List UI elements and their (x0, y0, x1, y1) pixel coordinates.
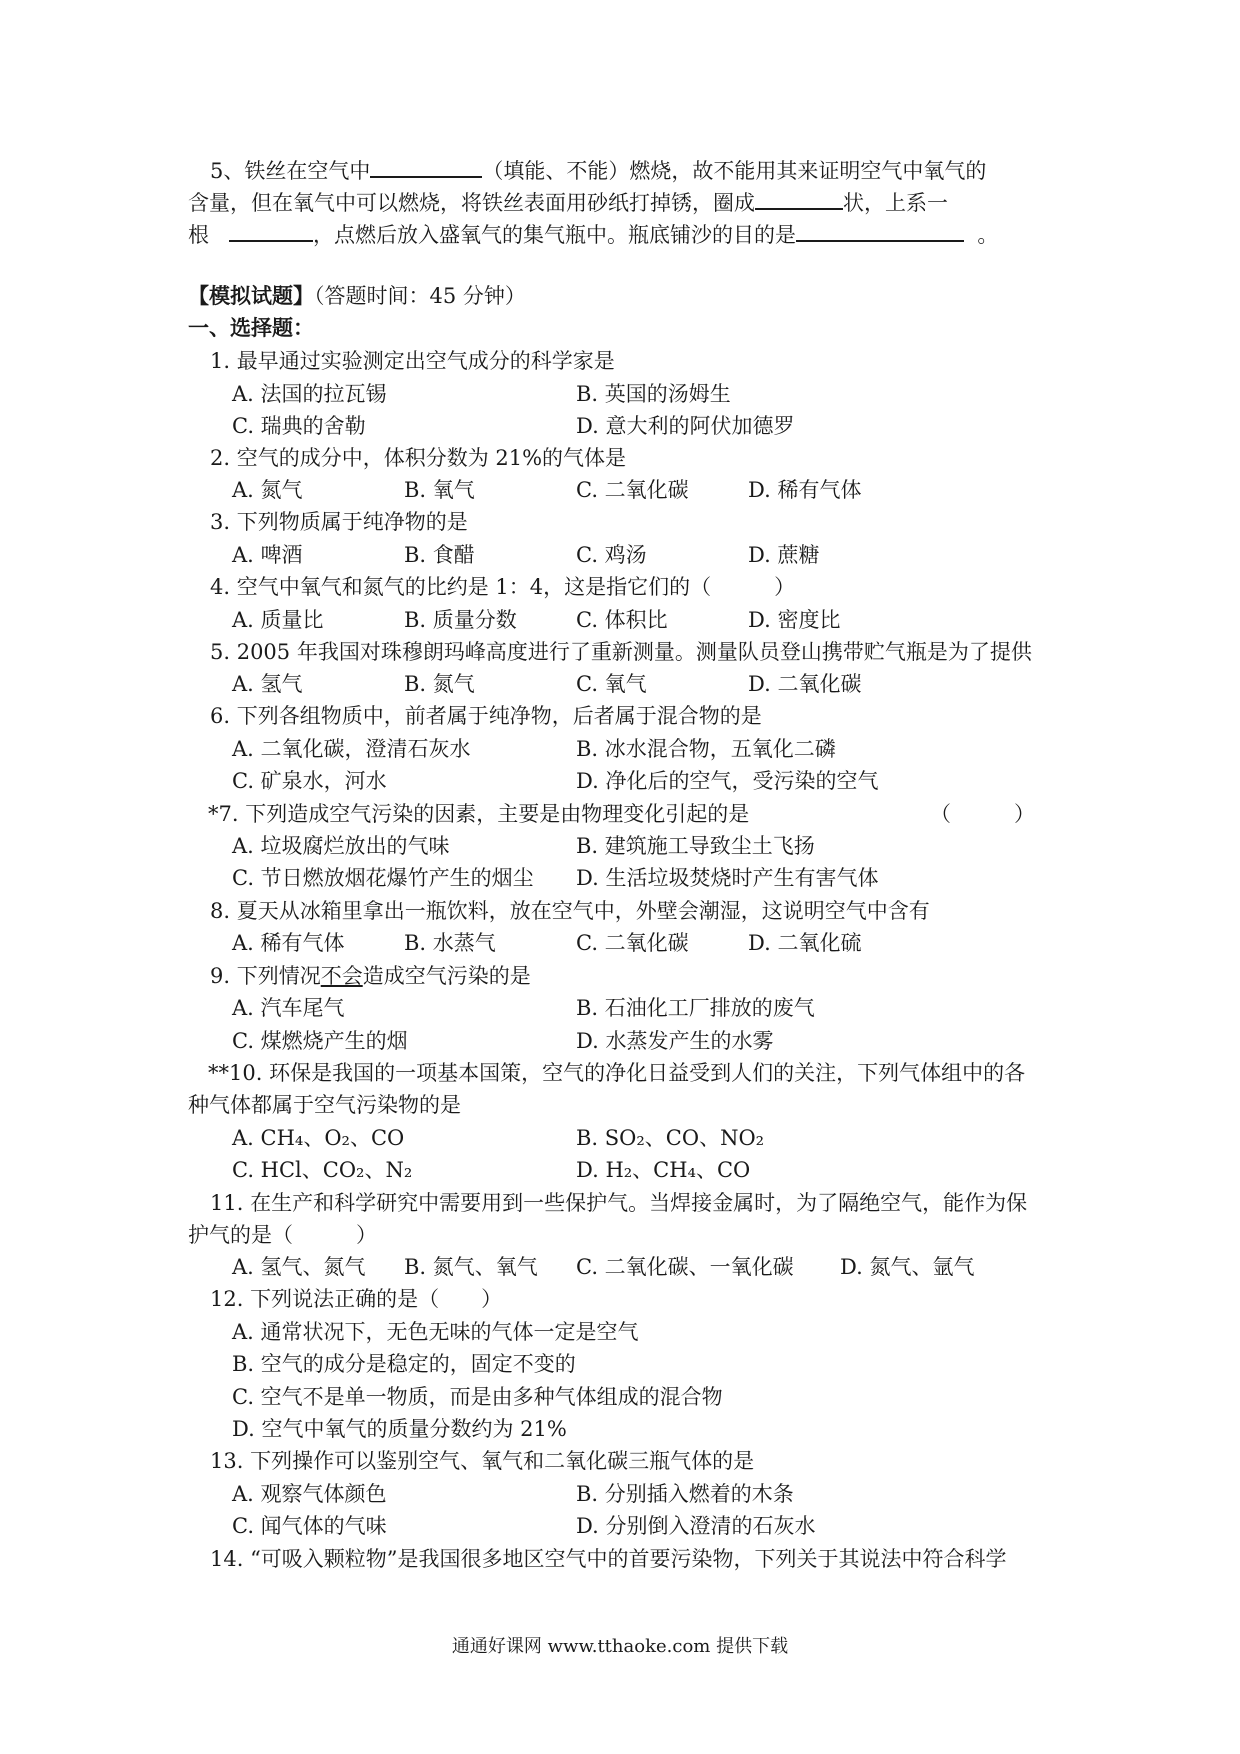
option: D. 二氧化硫 (748, 931, 862, 955)
option: C. 瑞典的舍勒 (232, 414, 366, 438)
option: A. 氢气 (232, 672, 303, 696)
option: A. CH₄、O₂、CO (232, 1126, 405, 1150)
question-stem-continued: 护气的是（ ） (188, 1223, 377, 1247)
option: D. 意大利的阿伏加德罗 (576, 414, 795, 438)
option: C. 闻气体的气味 (232, 1514, 387, 1538)
answer-parenthesis: （ ） (930, 802, 1035, 826)
option: D. 二氧化碳 (748, 672, 862, 696)
option: A. 法国的拉瓦锡 (232, 382, 387, 406)
answer-blank (755, 188, 843, 210)
option: B. 石油化工厂排放的废气 (576, 996, 815, 1020)
option: D. 净化后的空气，受污染的空气 (576, 769, 879, 793)
question-stem: **10. 环保是我国的一项基本国策，空气的净化日益受到人们的关注，下列气体组中的各 (208, 1061, 1026, 1085)
page-footer: 通通好课网 www.tthaoke.com 提供下载 (451, 1636, 789, 1657)
option: A. 二氧化碳，澄清石灰水 (232, 737, 471, 761)
option: B. SO₂、CO、NO₂ (576, 1126, 765, 1150)
option: C. 空气不是单一物质，而是由多种气体组成的混合物 (232, 1385, 723, 1409)
option: A. 氢气、氮气 (232, 1255, 366, 1279)
option: D. 水蒸发产生的水雾 (576, 1029, 774, 1053)
option: D. 氮气、氩气 (840, 1255, 975, 1279)
part-heading: 一、选择题： (188, 315, 314, 340)
option: C. 二氧化碳 (576, 478, 689, 502)
option: B. 质量分数 (404, 608, 517, 632)
section-title: 【模拟试题】（答题时间：45 分钟） (188, 283, 526, 308)
answer-blank (370, 156, 482, 178)
option: D. 密度比 (748, 608, 841, 632)
question-stem: 14. “可吸入颗粒物”是我国很多地区空气中的首要污染物，下列关于其说法中符合科学 (210, 1547, 1007, 1571)
option: A. 通常状况下，无色无味的气体一定是空气 (232, 1320, 639, 1344)
question-stem: 6. 下列各组物质中，前者属于纯净物，后者属于混合物的是 (210, 704, 762, 728)
option: C. 煤燃烧产生的烟 (232, 1029, 408, 1053)
question-stem: 8. 夏天从冰箱里拿出一瓶饮料，放在空气中，外壁会潮湿，这说明空气中含有 (210, 899, 930, 923)
option: A. 稀有气体 (232, 931, 345, 955)
option: B. 分别插入燃着的木条 (576, 1482, 794, 1506)
option: A. 啤酒 (232, 543, 303, 567)
option: D. 空气中氧气的质量分数约为 21% (232, 1417, 567, 1441)
intro-q5-line1: 5、铁丝在空气中 （填能、不能）燃烧，故不能用其来证明空气中氧气的 (210, 156, 986, 185)
question-stem-continued: 种气体都属于空气污染物的是 (188, 1093, 461, 1117)
question-stem: 5. 2005 年我国对珠穆朗玛峰高度进行了重新测量。测量队员登山携带贮气瓶是为了提供 (210, 640, 1032, 664)
option: C. 体积比 (576, 608, 668, 632)
option: A. 氮气 (232, 478, 303, 502)
option: C. HCl、CO₂、N₂ (232, 1158, 413, 1182)
option: B. 氮气、氧气 (404, 1255, 538, 1279)
question-stem: 9. 下列情况不会造成空气污染的是 (210, 964, 531, 988)
option: B. 食醋 (404, 543, 475, 567)
option: B. 冰水混合物，五氧化二磷 (576, 737, 836, 761)
answer-blank (229, 220, 313, 242)
intro-q5-line3: 根 ，点燃后放入盛氧气的集气瓶中。瓶底铺沙的目的是 。 (188, 220, 998, 249)
question-stem: 12. 下列说法正确的是（ ） (210, 1287, 503, 1311)
option: C. 鸡汤 (576, 543, 647, 567)
answer-blank (796, 220, 964, 242)
question-stem: 2. 空气的成分中，体积分数为 21%的气体是 (210, 446, 627, 470)
option: C. 节日燃放烟花爆竹产生的烟尘 (232, 866, 534, 890)
option: B. 建筑施工导致尘土飞扬 (576, 834, 815, 858)
option: A. 垃圾腐烂放出的气味 (232, 834, 450, 858)
option: C. 二氧化碳、一氧化碳 (576, 1255, 794, 1279)
option: D. 蔗糖 (748, 543, 820, 567)
option: D. 生活垃圾焚烧时产生有害气体 (576, 866, 879, 890)
option: A. 质量比 (232, 608, 324, 632)
question-stem: 3. 下列物质属于纯净物的是 (210, 510, 468, 534)
option: B. 空气的成分是稳定的，固定不变的 (232, 1352, 576, 1376)
option: B. 氧气 (404, 478, 475, 502)
option: B. 氮气 (404, 672, 475, 696)
option: D. H₂、CH₄、CO (576, 1158, 751, 1182)
option: A. 观察气体颜色 (232, 1482, 387, 1506)
option: A. 汽车尾气 (232, 996, 345, 1020)
option: C. 矿泉水，河水 (232, 769, 387, 793)
question-stem: 1. 最早通过实验测定出空气成分的科学家是 (210, 349, 615, 373)
question-stem: 13. 下列操作可以鉴别空气、氧气和二氧化碳三瓶气体的是 (210, 1449, 755, 1473)
intro-q5-line2: 含量，但在氧气中可以燃烧，将铁丝表面用砂纸打掉锈，圈成 状，上系一 (188, 188, 948, 217)
option: C. 二氧化碳 (576, 931, 689, 955)
question-stem: *7. 下列造成空气污染的因素，主要是由物理变化引起的是 (208, 802, 750, 826)
question-stem: 4. 空气中氧气和氮气的比约是 1：4，这是指它们的（ ） (210, 575, 796, 599)
option: C. 氧气 (576, 672, 647, 696)
option: B. 英国的汤姆生 (576, 382, 731, 406)
option: D. 稀有气体 (748, 478, 862, 502)
question-stem: 11. 在生产和科学研究中需要用到一些保护气。当焊接金属时，为了隔绝空气，能作为保 (210, 1191, 1028, 1215)
option: B. 水蒸气 (404, 931, 496, 955)
underlined-emphasis: 不会 (320, 964, 363, 988)
option: D. 分别倒入澄清的石灰水 (576, 1514, 816, 1538)
